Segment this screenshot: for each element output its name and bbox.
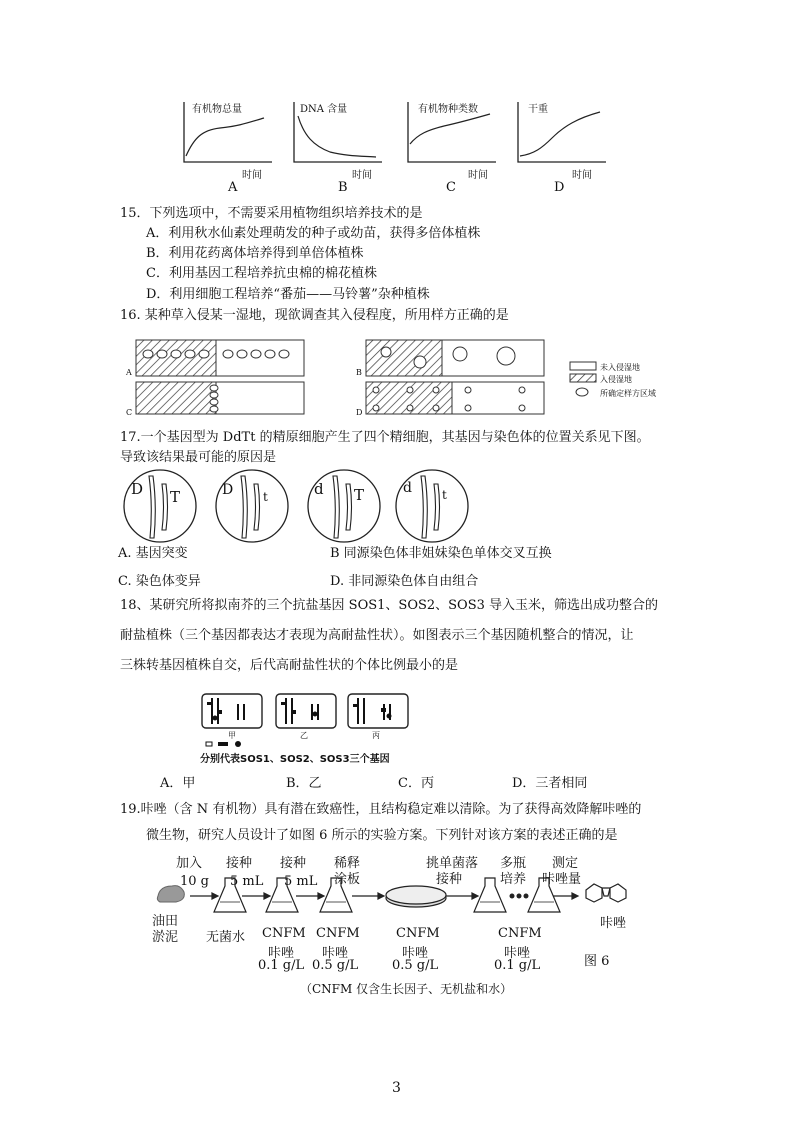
q19-step-add: 加入 (176, 856, 203, 871)
graph-a-ylabel: 有机物总量 (192, 104, 242, 115)
q16-panel-d (366, 382, 544, 414)
q19-flask3-name: CNFM (316, 926, 360, 941)
q17-option-c: C. 染色体变异 (118, 574, 201, 589)
q17-option-b: B 同源染色体非姐妹染色单体交叉互换 (330, 546, 552, 561)
q17-stem-1: 17.一个基因型为 DdTt 的精原细胞产生了四个精细胞，其基因与染色体的位置关系见下图。 (120, 430, 650, 445)
q17-cell4-left: d (403, 480, 412, 496)
q17-cell2-left: D (222, 482, 234, 498)
q19-flask1-name: 无菌水 (206, 930, 246, 945)
q19-flask2-conc: 0.1 g/L (258, 958, 305, 973)
q17-cell2-right: t (263, 490, 268, 504)
q18-option-b: B．乙 (286, 776, 322, 791)
q19-amount-5ml-1: 5 mL (230, 874, 264, 889)
q19-step-inoculate-2: 接种 (280, 856, 307, 871)
q19-dish-name: CNFM (396, 926, 440, 941)
graph-b-xlabel: 时间 (352, 170, 372, 181)
q17-cell4-right: t (442, 488, 447, 502)
q16-panel-b (366, 340, 544, 376)
q19-stem-2: 微生物，研究人员设计了如图 6 所示的实验方案。下列针对该方案的表述正确的是 (146, 828, 618, 843)
q17-cells (116, 466, 496, 546)
q17-option-a: A. 基因突变 (118, 546, 188, 561)
q19-stem-1: 19.咔唑（含 N 有机物）具有潜在致癌性，且结构稳定难以清除。为了获得高效降解咔唑的 (120, 802, 642, 817)
q16-legend-quadrat: 所确定样方区域 (600, 389, 656, 398)
q15-option-a: A．利用秋水仙素处理萌发的种子或幼苗，获得多倍体植株 (146, 226, 481, 241)
q16-label-d: D (356, 408, 363, 417)
q18-stem-2: 耐盐植株（三个基因都表达才表现为高耐盐性状）。如图表示三个基因随机整合的情况，让 (120, 628, 634, 643)
graph-b-ylabel: DNA 含量 (300, 104, 348, 115)
q19-amount-5ml-2: 5 mL (284, 874, 318, 889)
q16-legend (570, 362, 596, 396)
carbazole-structure (586, 884, 626, 902)
graph-b-letter: B (338, 180, 348, 195)
graph-a-letter: A (228, 180, 238, 195)
q19-amount-10g: 10 g (180, 874, 209, 889)
q19-flask4-sub: 咔唑 (504, 946, 531, 961)
q19-flask3-conc: 0.5 g/L (312, 958, 359, 973)
q19-note: （CNFM 仅含生长因子、无机盐和水） (300, 982, 513, 996)
q19-flask2-sub: 咔唑 (268, 946, 295, 961)
q19-flask3-sub: 咔唑 (322, 946, 349, 961)
q19-fig-label: 图 6 (584, 954, 610, 969)
q19-product-label: 咔唑 (600, 916, 627, 931)
q17-cell1-right: T (170, 488, 181, 506)
q19-step-pick: 挑单菌落 (426, 856, 479, 871)
q16-panel-c (136, 382, 304, 414)
graph-c-letter: C (446, 180, 456, 195)
page-number: 3 (392, 1080, 401, 1096)
q18-option-c: C．丙 (398, 776, 434, 791)
q19-step-measure: 测定 (552, 856, 579, 871)
q17-option-d: D. 非同源染色体自由组合 (330, 574, 479, 589)
q19-flask4-name: CNFM (498, 926, 542, 941)
q19-step-carbazole-amount: 咔唑量 (542, 872, 582, 887)
q19-step-multi: 多瓶 (500, 856, 527, 871)
q15-option-b: B．利用花药离体培养得到单倍体植株 (146, 246, 364, 261)
q19-step-dilute: 稀释 (334, 856, 361, 871)
graph-d-xlabel: 时间 (572, 170, 592, 181)
q16-legend-invaded: 入侵湿地 (600, 375, 632, 384)
q16-label-c: C (126, 408, 133, 417)
graph-c-xlabel: 时间 (468, 170, 488, 181)
q18-stem-3: 三株转基因植株自交，后代高耐盐性状的个体比例最小的是 (120, 658, 459, 673)
q19-step-plate: 涂板 (334, 872, 361, 887)
q18-option-d: D．三者相同 (512, 776, 588, 791)
q19-flask4-conc: 0.1 g/L (494, 958, 541, 973)
graph-d-ylabel: 干重 (528, 104, 548, 115)
graph-a-xlabel: 时间 (242, 170, 262, 181)
q19-step-inoculate-1: 接种 (226, 856, 253, 871)
q18-key: 分别代表SOS1、SOS2、SOS3三个基因 (200, 754, 390, 765)
q19-step-culture: 培养 (500, 872, 527, 887)
q19-source-1: 油田 (152, 914, 179, 929)
graph-c-ylabel: 有机物种类数 (418, 104, 478, 115)
q18-label-yi: 乙 (300, 731, 308, 740)
q18-stem-1: 18、某研究所将拟南芥的三个抗盐基因 SOS1、SOS2、SOS3 导入玉米，筛选出成功整合的 (120, 598, 659, 613)
q15-option-d: D．利用细胞工程培养“番茄——马铃薯”杂种植株 (146, 287, 430, 302)
q19-dish-sub: 咔唑 (402, 946, 429, 961)
graph-d-letter: D (554, 180, 565, 195)
q19-source-2: 淤泥 (152, 930, 179, 945)
q16-panel-a (136, 340, 304, 376)
q19-flask2-name: CNFM (262, 926, 306, 941)
q16-legend-uninvaded: 未入侵湿地 (600, 363, 640, 372)
q15-stem: 15．下列选项中，不需要采用植物组织培养技术的是 (120, 206, 423, 221)
q19-dish-conc: 0.5 g/L (392, 958, 439, 973)
q17-cell3-right: T (354, 486, 365, 504)
q17-stem-2: 导致该结果最可能的原因是 (120, 450, 277, 465)
q16-label-a: A (126, 368, 132, 377)
q18-label-bing: 丙 (372, 731, 380, 740)
q16-label-b: B (356, 368, 362, 377)
q17-cell3-left: d (314, 480, 324, 498)
q18-option-a: A．甲 (160, 776, 196, 791)
q16-stem: 16. 某种草入侵某一湿地，现欲调查其入侵程度，所用样方正确的是 (120, 308, 509, 323)
q18-key-symbols (206, 741, 241, 747)
q17-cell1-left: D (131, 480, 144, 498)
q15-option-c: C．利用基因工程培养抗虫棉的棉花植株 (146, 266, 377, 281)
q19-step-inoculate-3: 接种 (436, 872, 463, 887)
q18-label-jia: 甲 (228, 731, 236, 740)
